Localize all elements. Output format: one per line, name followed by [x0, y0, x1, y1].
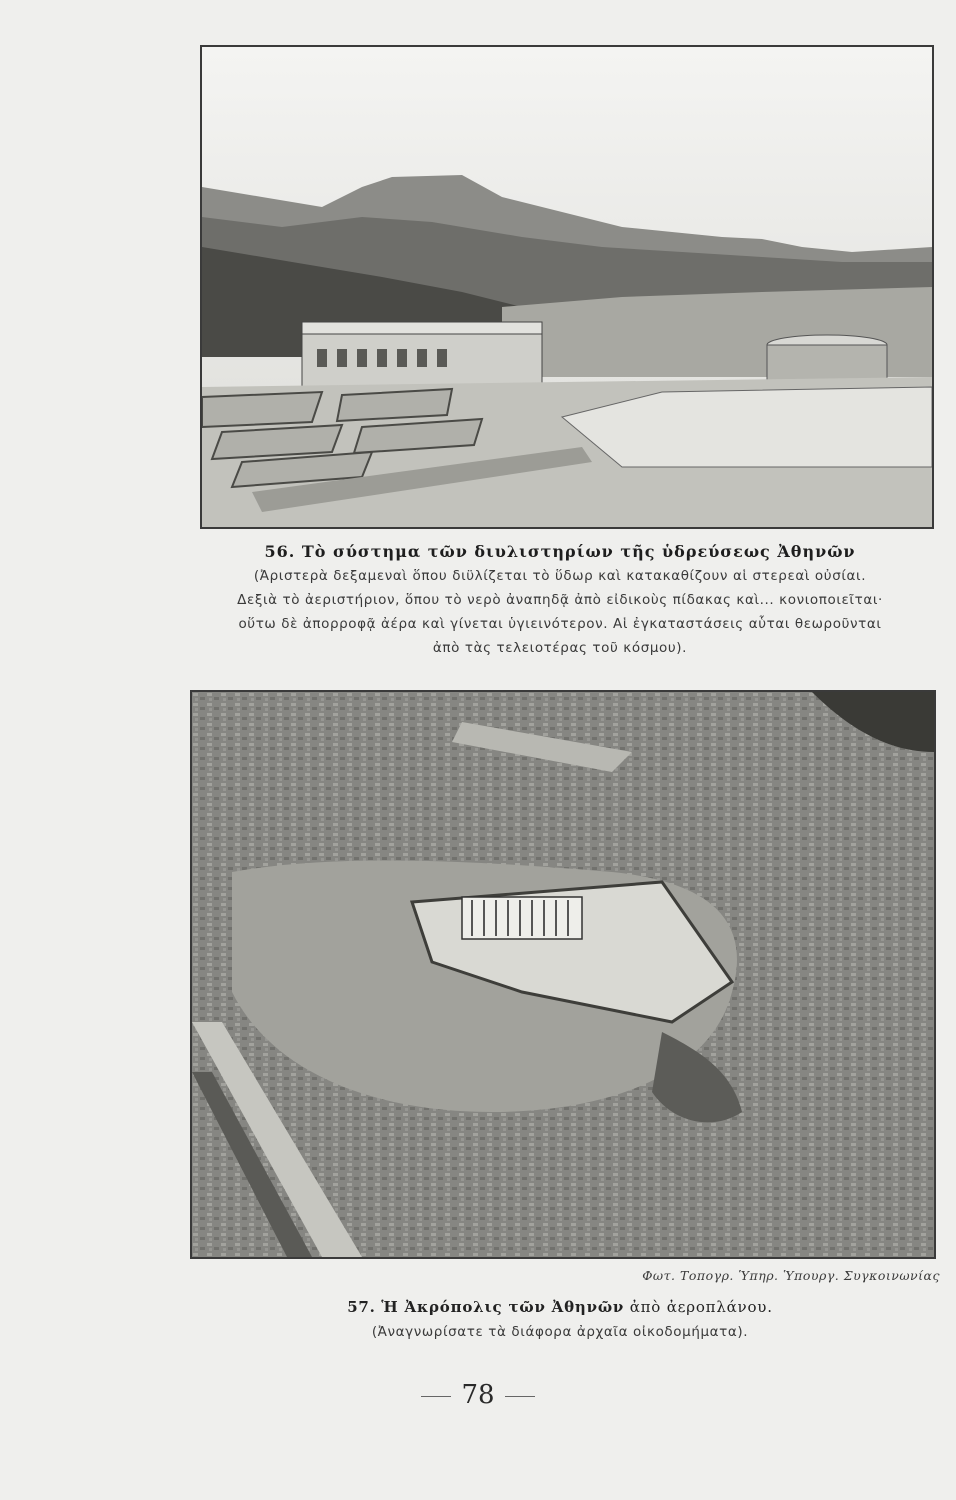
acropolis-illustration	[192, 692, 934, 1257]
dash-left	[421, 1396, 451, 1397]
water-filtration-photo	[200, 45, 934, 529]
acropolis-aerial-photo	[190, 690, 936, 1259]
filtration-plant-illustration	[202, 47, 932, 527]
figure-57-title	[180, 1298, 940, 1316]
figure-56-caption-line: οὕτω δὲ ἀπορροφᾷ ἀέρα καὶ γίνεται ὑγιεινότερον. Αἱ ἐγκαταστάσεις αὗται θεωροῦνται	[238, 616, 882, 632]
figure-56-caption-line: Δεξιὰ τὸ ἀεριστήριον, ὅπου τὸ νερὸ ἀναπηδᾷ ἀπὸ εἰδικοὺς πίδακας καὶ... κονιοποιεῖται·	[237, 592, 883, 608]
figure-56-caption-line: (Ἀριστερὰ δεξαμεναὶ ὅπου διϋλίζεται τὸ ὕδωρ καὶ κατακαθίζουν αἱ στερεαὶ οὐσίαι.	[253, 568, 867, 584]
figure-57-caption-line: (Ἀναγνωρίσατε τὰ διάφορα ἀρχαῖα οἰκοδομήματα).	[371, 1324, 749, 1340]
figure-56-title: 56. Τὸ σύστημα τῶν διυλιστηρίων τῆς ὑδρεύσεως Ἀθηνῶν	[264, 542, 856, 561]
figure-57-title-rest: ἀπὸ ἀεροπλάνου.	[629, 1298, 773, 1316]
figure-57-number: 57.	[347, 1298, 376, 1316]
figure-56-caption-line: ἀπὸ τὰς τελειοτέρας τοῦ κόσμου).	[432, 640, 688, 656]
page-number-footer	[0, 1380, 956, 1410]
dash-right	[505, 1396, 535, 1397]
photo-credit: Φωτ. Τοπογρ. Ὑπηρ. Ὑπουργ. Συγκοινωνίας	[642, 1268, 940, 1283]
page-number: 78	[461, 1380, 495, 1410]
figure-57-title-bold: Ἡ Ἀκρόπολις τῶν Ἀθηνῶν	[381, 1298, 625, 1316]
